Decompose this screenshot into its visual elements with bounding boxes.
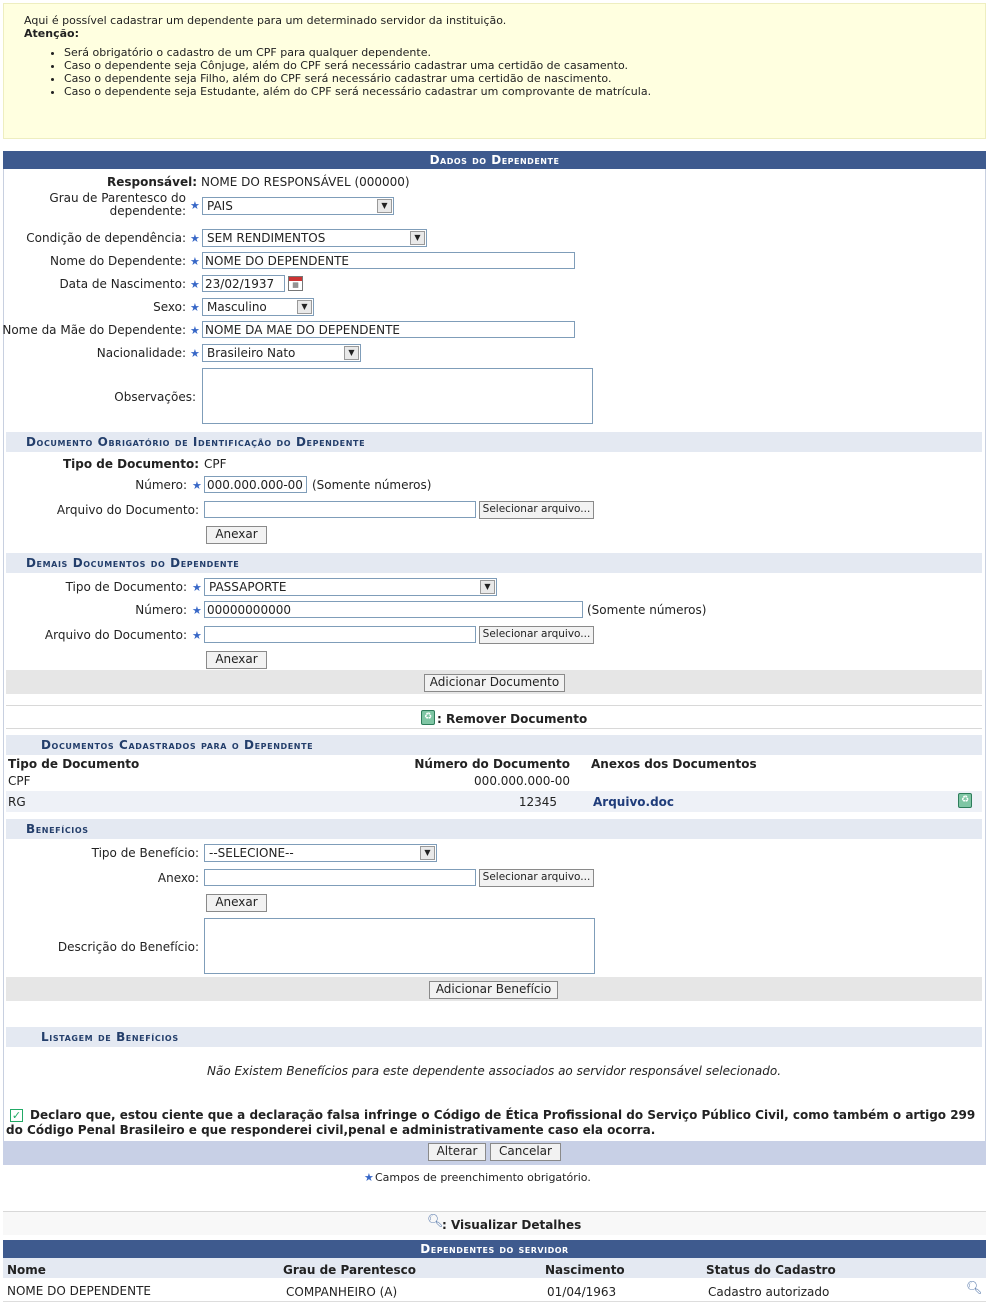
calendar-icon[interactable]: ▦ xyxy=(288,276,303,291)
required-star-icon: ★ xyxy=(364,1171,374,1184)
beneficio-select-file-button[interactable]: Selecionar arquivo... xyxy=(479,869,594,887)
declaracao-text: Declaro que, estou ciente que a declaração falsa infringe o Código de Ética Profissional do Serviço Público Civil, como também o artigo 299 do Código Penal Brasileiro e que responderei civil,penal e administrativamente caso ela ocorra. xyxy=(6,1108,976,1137)
doc-row-numero: 000.000.000-00 xyxy=(474,774,570,788)
listagem-header: Listagem de Benefícios xyxy=(6,1027,982,1047)
doc-arquivo-label: Arquivo do Documento: xyxy=(56,503,199,517)
beneficio-anexo-input[interactable] xyxy=(204,869,476,886)
chevron-down-icon: ▼ xyxy=(480,580,495,594)
chevron-down-icon: ▼ xyxy=(410,231,425,245)
responsavel-label: Responsável: xyxy=(106,175,197,189)
col-nascimento: Nascimento xyxy=(545,1263,625,1277)
required-star-icon: ★ xyxy=(190,232,200,245)
doc-anexar-button[interactable]: Anexar xyxy=(206,526,267,544)
magnifier-icon[interactable]: 🔍︎ xyxy=(966,1281,983,1296)
help-item: • Caso o dependente seja Filho, além do CPF será necessário cadastrar uma certidão de nascimento. xyxy=(64,72,985,85)
trash-icon: ♻ xyxy=(421,710,435,725)
col-anexos-documentos: Anexos dos Documentos xyxy=(591,757,757,771)
beneficio-descricao-textarea[interactable] xyxy=(204,918,595,974)
observacoes-textarea[interactable] xyxy=(202,368,593,424)
condicao-label: Condição de dependência: xyxy=(26,231,186,245)
required-star-icon: ★ xyxy=(192,479,202,492)
nome-label: Nome do Dependente: xyxy=(50,254,186,268)
required-star-icon: ★ xyxy=(190,255,200,268)
trash-icon[interactable]: ♻ xyxy=(958,793,972,808)
demais-docs-header: Demais Documentos do Dependente xyxy=(6,553,982,573)
docs-cadastrados-header: Documentos Cadastrados para o Dependente xyxy=(6,735,982,755)
cancelar-button[interactable]: Cancelar xyxy=(490,1143,561,1161)
demais-select-file-button[interactable]: Selecionar arquivo... xyxy=(479,626,594,644)
alterar-button[interactable]: Alterar xyxy=(428,1143,486,1161)
chevron-down-icon: ▼ xyxy=(344,346,359,360)
dependentes-header-row xyxy=(3,1258,986,1278)
required-star-icon: ★ xyxy=(192,629,202,642)
required-star-icon: ★ xyxy=(190,347,200,360)
demais-arquivo-label: Arquivo do Documento: xyxy=(44,628,187,642)
help-intro: Aqui é possível cadastrar um dependente para um determinado servidor da instituição. xyxy=(24,14,507,27)
required-star-icon: ★ xyxy=(190,199,200,212)
chevron-down-icon: ▼ xyxy=(297,300,312,314)
beneficio-anexo-label: Anexo: xyxy=(157,871,199,885)
nascimento-input[interactable]: 23/02/1937 xyxy=(202,275,285,292)
demais-anexar-button[interactable]: Anexar xyxy=(206,651,267,669)
demais-tipo-select[interactable]: PASSAPORTE ▼ xyxy=(204,578,497,596)
doc-numero-input[interactable]: 000.000.000-00 xyxy=(204,476,307,493)
required-star-icon: ★ xyxy=(190,324,200,337)
doc-row-tipo: RG xyxy=(8,795,26,809)
dep-row-status: Cadastro autorizado xyxy=(708,1285,830,1299)
declaracao-checkbox[interactable]: ✓ xyxy=(11,1109,22,1122)
doc-arquivo-input[interactable] xyxy=(204,501,476,518)
beneficio-tipo-select[interactable]: --SELECIONE-- ▼ xyxy=(204,844,437,862)
magnifier-icon: 🔍︎ xyxy=(427,1214,444,1229)
demais-numero-hint: (Somente números) xyxy=(587,603,707,617)
doc-numero-label: Número: xyxy=(135,478,187,492)
help-list xyxy=(24,46,985,98)
demais-tipo-label: Tipo de Documento: xyxy=(65,580,187,594)
adicionar-documento-button[interactable]: Adicionar Documento xyxy=(424,674,565,692)
mae-label: Nome da Mãe do Dependente: xyxy=(2,323,186,337)
doc-row-tipo: CPF xyxy=(8,774,31,788)
demais-numero-label: Número: xyxy=(135,603,187,617)
condicao-select[interactable]: SEM RENDIMENTOS ▼ xyxy=(202,229,427,247)
view-legend-text: : Visualizar Detalhes xyxy=(442,1218,582,1232)
beneficio-tipo-label: Tipo de Benefício: xyxy=(91,846,199,860)
help-item: • Caso o dependente seja Estudante, além do CPF será necessário cadastrar um comprovante de matrícula. xyxy=(64,85,985,98)
required-note: Campos de preenchimento obrigatório. xyxy=(375,1171,591,1184)
sexo-select[interactable]: Masculino ▼ xyxy=(202,298,314,316)
mae-input[interactable]: NOME DA MAE DO DEPENDENTE xyxy=(202,321,575,338)
beneficios-header: Benefícios xyxy=(6,819,982,839)
form-body xyxy=(3,169,986,1165)
grau-select[interactable]: PAIS ▼ xyxy=(202,197,394,215)
col-tipo-documento: Tipo de Documento xyxy=(8,757,140,771)
col-nome: Nome xyxy=(7,1263,46,1277)
listagem-empty: Não Existem Benefícios para este dependente associados ao servidor responsável selecionado. xyxy=(206,1064,782,1078)
doc-select-file-button[interactable]: Selecionar arquivo... xyxy=(479,501,594,519)
chevron-down-icon: ▼ xyxy=(377,199,392,213)
help-box xyxy=(3,3,986,139)
col-numero-documento: Número do Documento xyxy=(414,757,570,771)
nascimento-label: Data de Nascimento: xyxy=(59,277,186,291)
required-star-icon: ★ xyxy=(190,278,200,291)
sexo-label: Sexo: xyxy=(153,300,186,314)
required-star-icon: ★ xyxy=(192,604,202,617)
doc-row-numero: 12345 xyxy=(518,795,557,809)
nacionalidade-label: Nacionalidade: xyxy=(96,346,186,360)
beneficio-anexar-button[interactable]: Anexar xyxy=(206,894,267,912)
demais-numero-input[interactable]: 00000000000 xyxy=(204,601,583,618)
required-star-icon: ★ xyxy=(190,301,200,314)
remove-legend-text: : Remover Documento xyxy=(437,712,588,726)
demais-arquivo-input[interactable] xyxy=(204,626,476,643)
help-item: • Caso o dependente seja Cônjuge, além do CPF será necessário cadastrar uma certidão de casamento. xyxy=(64,59,985,72)
doc-tipo-value: CPF xyxy=(204,457,227,471)
responsavel-value: NOME DO RESPONSÁVEL (000000) xyxy=(201,175,410,189)
help-attention: Atenção: xyxy=(24,27,79,40)
grau-label: Grau de Parentesco do dependente: xyxy=(49,191,186,218)
observacoes-label: Observações: xyxy=(114,390,196,404)
dep-row-nome: NOME DO DEPENDENTE xyxy=(7,1284,151,1298)
doc-obrigatorio-header: Documento Obrigatório de Identificação do Dependente xyxy=(6,432,982,452)
dep-row-grau: COMPANHEIRO (A) xyxy=(286,1285,398,1299)
col-status: Status do Cadastro xyxy=(706,1263,836,1277)
col-grau: Grau de Parentesco xyxy=(283,1263,417,1277)
required-star-icon: ★ xyxy=(192,581,202,594)
beneficio-descricao-label: Descrição do Benefício: xyxy=(57,940,199,954)
form-caption: Dados do Dependente xyxy=(3,151,986,169)
nacionalidade-select[interactable]: Brasileiro Nato ▼ xyxy=(202,344,361,362)
help-item: • Será obrigatório o cadastro de um CPF para qualquer dependente. xyxy=(64,46,985,59)
doc-tipo-label: Tipo de Documento: xyxy=(62,457,199,471)
adicionar-beneficio-button[interactable]: Adicionar Benefício xyxy=(429,981,558,999)
doc-row-anexo-link[interactable]: Arquivo.doc xyxy=(593,795,675,809)
nome-input[interactable]: NOME DO DEPENDENTE xyxy=(202,252,575,269)
dependentes-caption: Dependentes do servidor xyxy=(3,1240,986,1258)
dep-row-nascimento: 01/04/1963 xyxy=(547,1285,617,1299)
doc-numero-hint: (Somente números) xyxy=(312,478,432,492)
chevron-down-icon: ▼ xyxy=(420,846,435,860)
